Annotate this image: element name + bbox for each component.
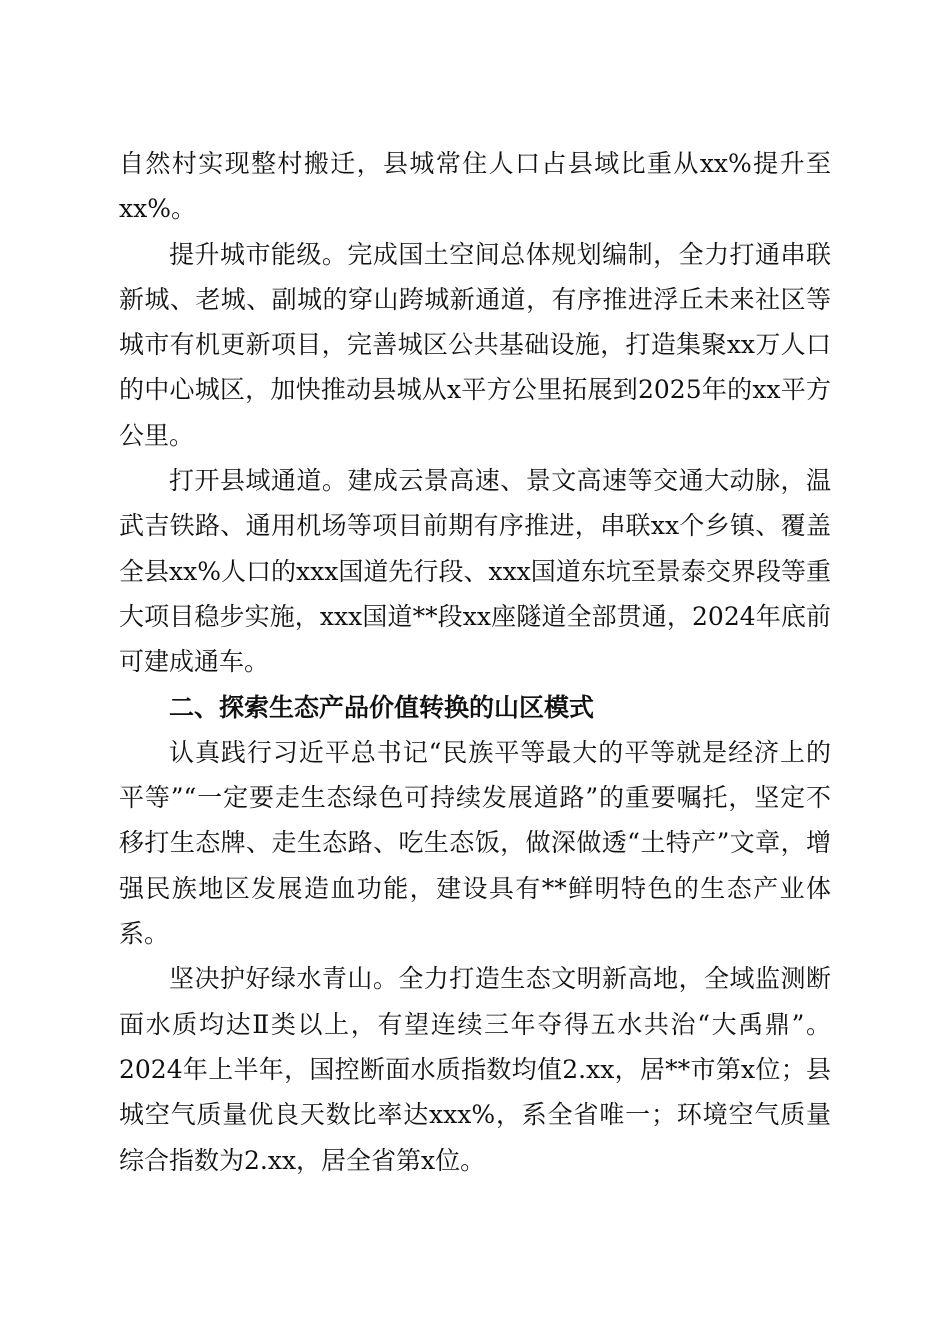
paragraph-continuation: 自然村实现整村搬迁，县城常住人口占县域比重从xx%提升至xx%。 [119,149,831,224]
paragraph-ecology-intro: 认真践行习近平总书记“民族平等最大的平等就是经济上的平等”“一定要走生态绿色可持续发展道路”的重要嘱托，坚定不移打生态牌、走生态路、吃生态饭，做深做透“土特产”文章，增强民族地区发展造血功能，建设具有**鲜明特色的生态产业体系。 [119,737,831,949]
document-body [119,141,831,1183]
paragraph-county-roads: 打开县域通道。建成云景高速、景文高速等交通大动脉，温武吉铁路、通用机场等项目前期有序推进，串联xx个乡镇、覆盖全县xx%人口的xxx国道先行段、xxx国道东坑至景泰交界段等重大项目稳步实施，xxx国道**段xx座隧道全部贯通，2024年底前可建成通车。 [119,466,831,677]
paragraph-green-mountains: 坚决护好绿水青山。全力打造生态文明新高地，全域监测断面水质均达Ⅱ类以上，有望连续三年夺得五水共治“大禹鼎”。2024年上半年，国控断面水质指数均值2.xx，居**市第x位；县城空气质量优良天数比率达xxx%，系全省唯一；环境空气质量综合指数为2.xx，居全省第x位。 [119,964,831,1175]
paragraph-city-level: 提升城市能级。完成国土空间总体规划编制，全力打通串联新城、老城、副城的穿山跨城新通道，有序推进浮丘未来社区等城市有机更新项目，完善城区公共基础设施，打造集聚xx万人口的中心城区，加快推动县城从x平方公里拓展到2025年的xx平方公里。 [119,239,831,450]
section-heading: 二、探索生态产品价值转换的山区模式 [169,692,595,722]
